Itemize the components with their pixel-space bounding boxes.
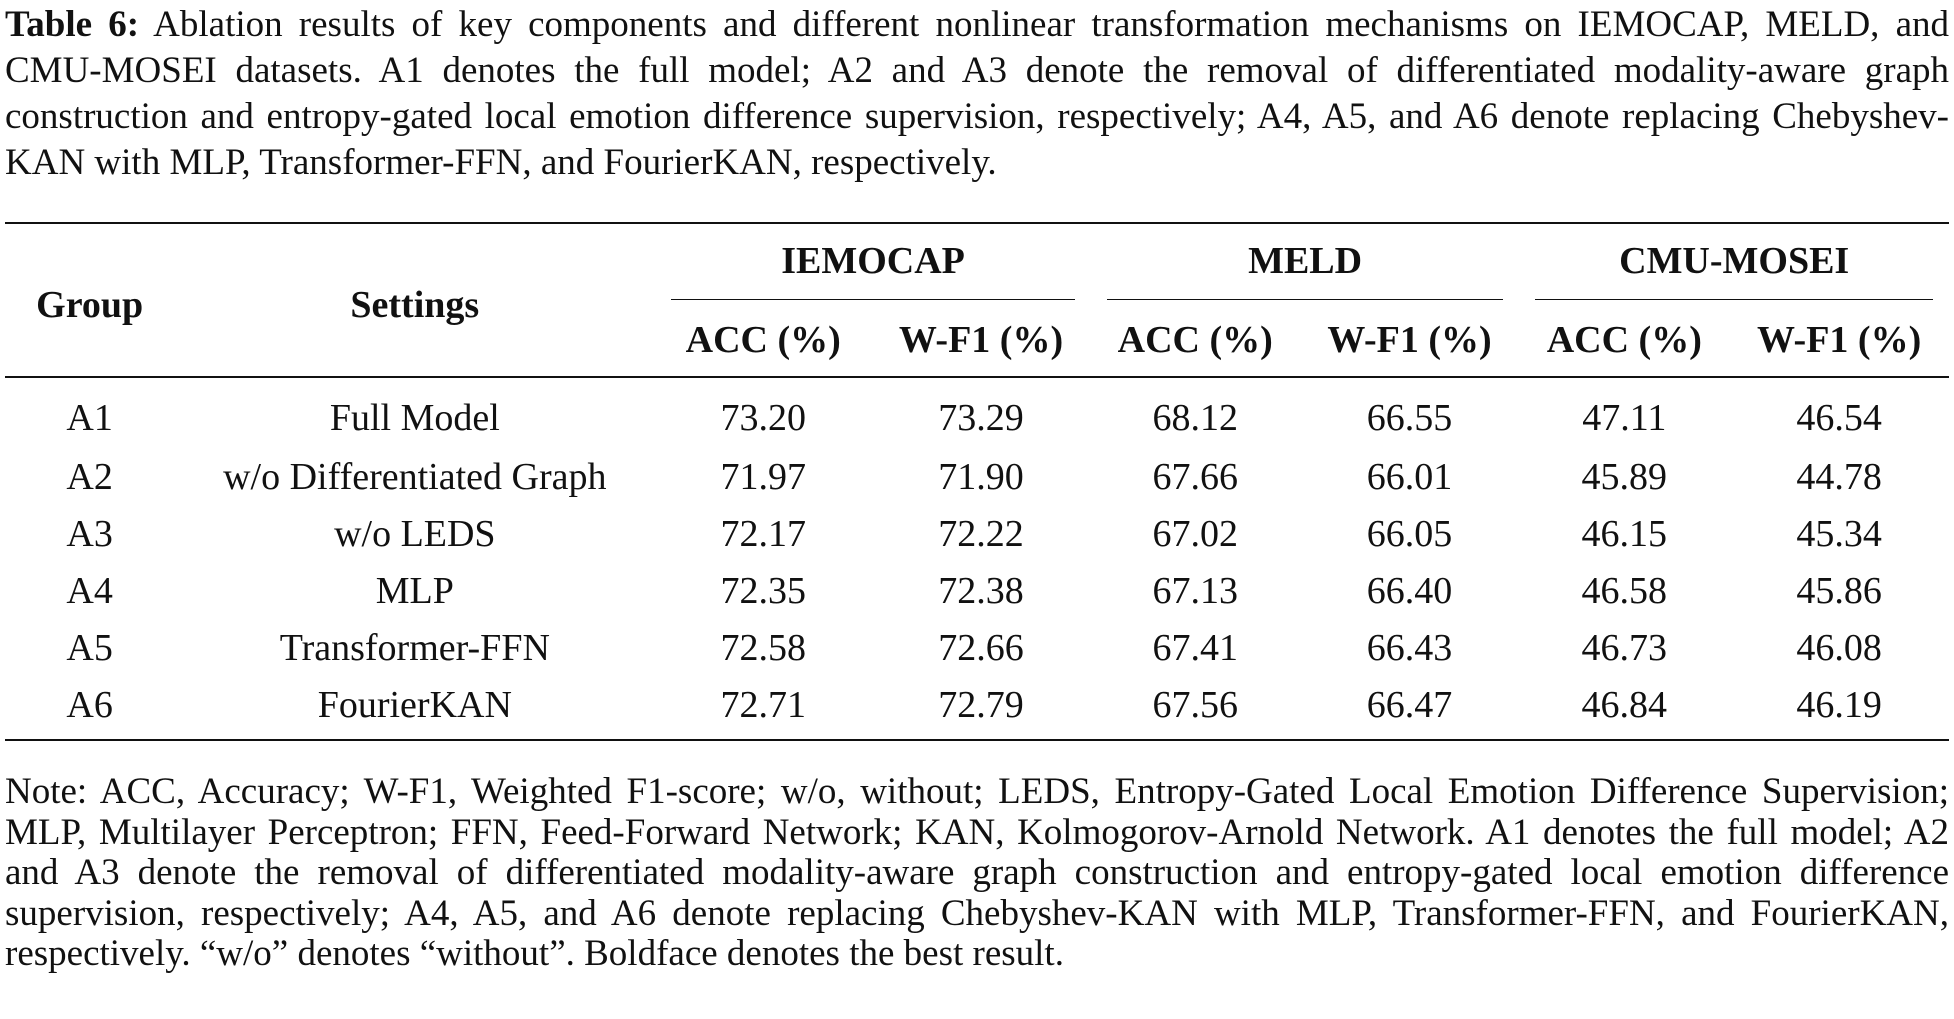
header-metric: ACC (%) (1091, 304, 1300, 377)
value-cell: 67.02 (1152, 512, 1238, 555)
header-group: Group (5, 223, 174, 377)
value-cell-best: 68.12 (1152, 397, 1238, 439)
value-cell: 44.78 (1796, 455, 1882, 498)
group-cell: A6 (5, 676, 174, 740)
group-cell: A4 (66, 569, 113, 612)
table-caption (5, 2, 1949, 186)
value-cell: 67.13 (1152, 569, 1238, 612)
table-note: Note: ACC, Accuracy; W-F1, Weighted F1-score; w/o, without; LEDS, Entropy-Gated Local Emotion Difference Supervision; MLP, Multilayer Perceptron; FFN, Feed-Forward Network; KAN, Kolmogorov-Arnold Network. A1 denotes the full model; A2 and A3 denote the removal of differentiated modality-aware graph construction and entropy-gated local emotion difference supervision, respectively; A4, A5, and A6 denote replacing Chebyshev-KAN with MLP, Transformer-FFN, and FourierKAN, respectively. “w/o” denotes “without”. Boldface denotes the best result. (5, 771, 1949, 974)
value-cell: 72.79 (871, 676, 1091, 740)
table-header (5, 223, 1949, 377)
setting-cell: MLP (375, 569, 454, 612)
value-cell: 45.89 (1581, 455, 1668, 498)
value-cell: 67.56 (1091, 676, 1300, 740)
table-row (5, 377, 1949, 448)
dataset-label: MELD (1107, 239, 1504, 300)
value-cell: 66.43 (1366, 626, 1453, 669)
setting-cell: w/o Differentiated Graph (223, 455, 607, 498)
header-metric: W-F1 (%) (1300, 304, 1520, 377)
ablation-table (5, 222, 1949, 741)
value-cell: 45.34 (1796, 512, 1882, 555)
header-dataset (655, 223, 1091, 304)
header-metric: W-F1 (%) (1729, 304, 1949, 377)
setting-cell: w/o LEDS (334, 512, 496, 555)
value-cell: 72.38 (938, 569, 1024, 612)
value-cell: 66.40 (1366, 569, 1453, 612)
group-cell: A5 (66, 626, 113, 669)
caption-label: Table 6: (5, 4, 140, 45)
value-cell: 66.01 (1366, 455, 1453, 498)
table-row (5, 562, 1949, 619)
group-cell: A3 (66, 512, 113, 555)
setting-cell: Full Model (329, 397, 500, 439)
dataset-label: CMU-MOSEI (1535, 239, 1933, 300)
value-cell: 72.17 (720, 512, 806, 555)
header-metric: ACC (%) (1519, 304, 1729, 377)
value-cell: 72.71 (655, 676, 871, 740)
value-cell: 72.22 (938, 512, 1024, 555)
value-cell: 46.19 (1729, 676, 1949, 740)
header-settings: Settings (174, 223, 655, 377)
value-cell: 46.08 (1796, 626, 1882, 669)
value-cell-best: 73.20 (720, 397, 806, 439)
header-row-datasets (5, 223, 1949, 304)
header-dataset (1091, 223, 1520, 304)
group-cell: A1 (66, 397, 113, 439)
table-row (5, 448, 1949, 505)
value-cell: 67.66 (1152, 455, 1238, 498)
value-cell: 72.35 (720, 569, 806, 612)
header-metric: ACC (%) (655, 304, 871, 377)
header-metric: W-F1 (%) (871, 304, 1091, 377)
table-body (5, 377, 1949, 740)
group-cell: A2 (66, 455, 113, 498)
dataset-label: IEMOCAP (671, 239, 1075, 300)
caption-text: Ablation results of key components and different nonlinear transformation mechanisms on IEMOCAP, MELD, and CMU-MOSEI datasets. A1 denotes the full model; A2 and A3 denote the removal of differentiated modality-aware graph construction and entropy-gated local emotion difference supervision, respectively; A4, A5, and A6 denote replacing Chebyshev-KAN with MLP, Transformer-FFN, and FourierKAN, respectively. (5, 4, 1950, 183)
value-cell: 46.15 (1581, 512, 1668, 555)
value-cell: 72.58 (720, 626, 806, 669)
value-cell: 46.84 (1519, 676, 1729, 740)
value-cell: 46.73 (1581, 626, 1668, 669)
value-cell: 66.47 (1300, 676, 1520, 740)
table-row (5, 505, 1949, 562)
value-cell: 71.90 (938, 455, 1024, 498)
value-cell-best: 46.54 (1796, 397, 1882, 439)
value-cell-best: 73.29 (938, 397, 1024, 439)
setting-cell: FourierKAN (174, 676, 655, 740)
value-cell: 67.41 (1152, 626, 1238, 669)
value-cell: 45.86 (1796, 569, 1882, 612)
table-row (5, 676, 1949, 740)
table-row (5, 619, 1949, 676)
value-cell: 46.58 (1581, 569, 1668, 612)
value-cell-best: 47.11 (1582, 397, 1667, 439)
header-dataset (1519, 223, 1949, 304)
value-cell-best: 66.55 (1366, 397, 1453, 439)
value-cell: 72.66 (938, 626, 1024, 669)
value-cell: 66.05 (1366, 512, 1453, 555)
value-cell: 71.97 (720, 455, 806, 498)
setting-cell: Transformer-FFN (279, 626, 550, 669)
